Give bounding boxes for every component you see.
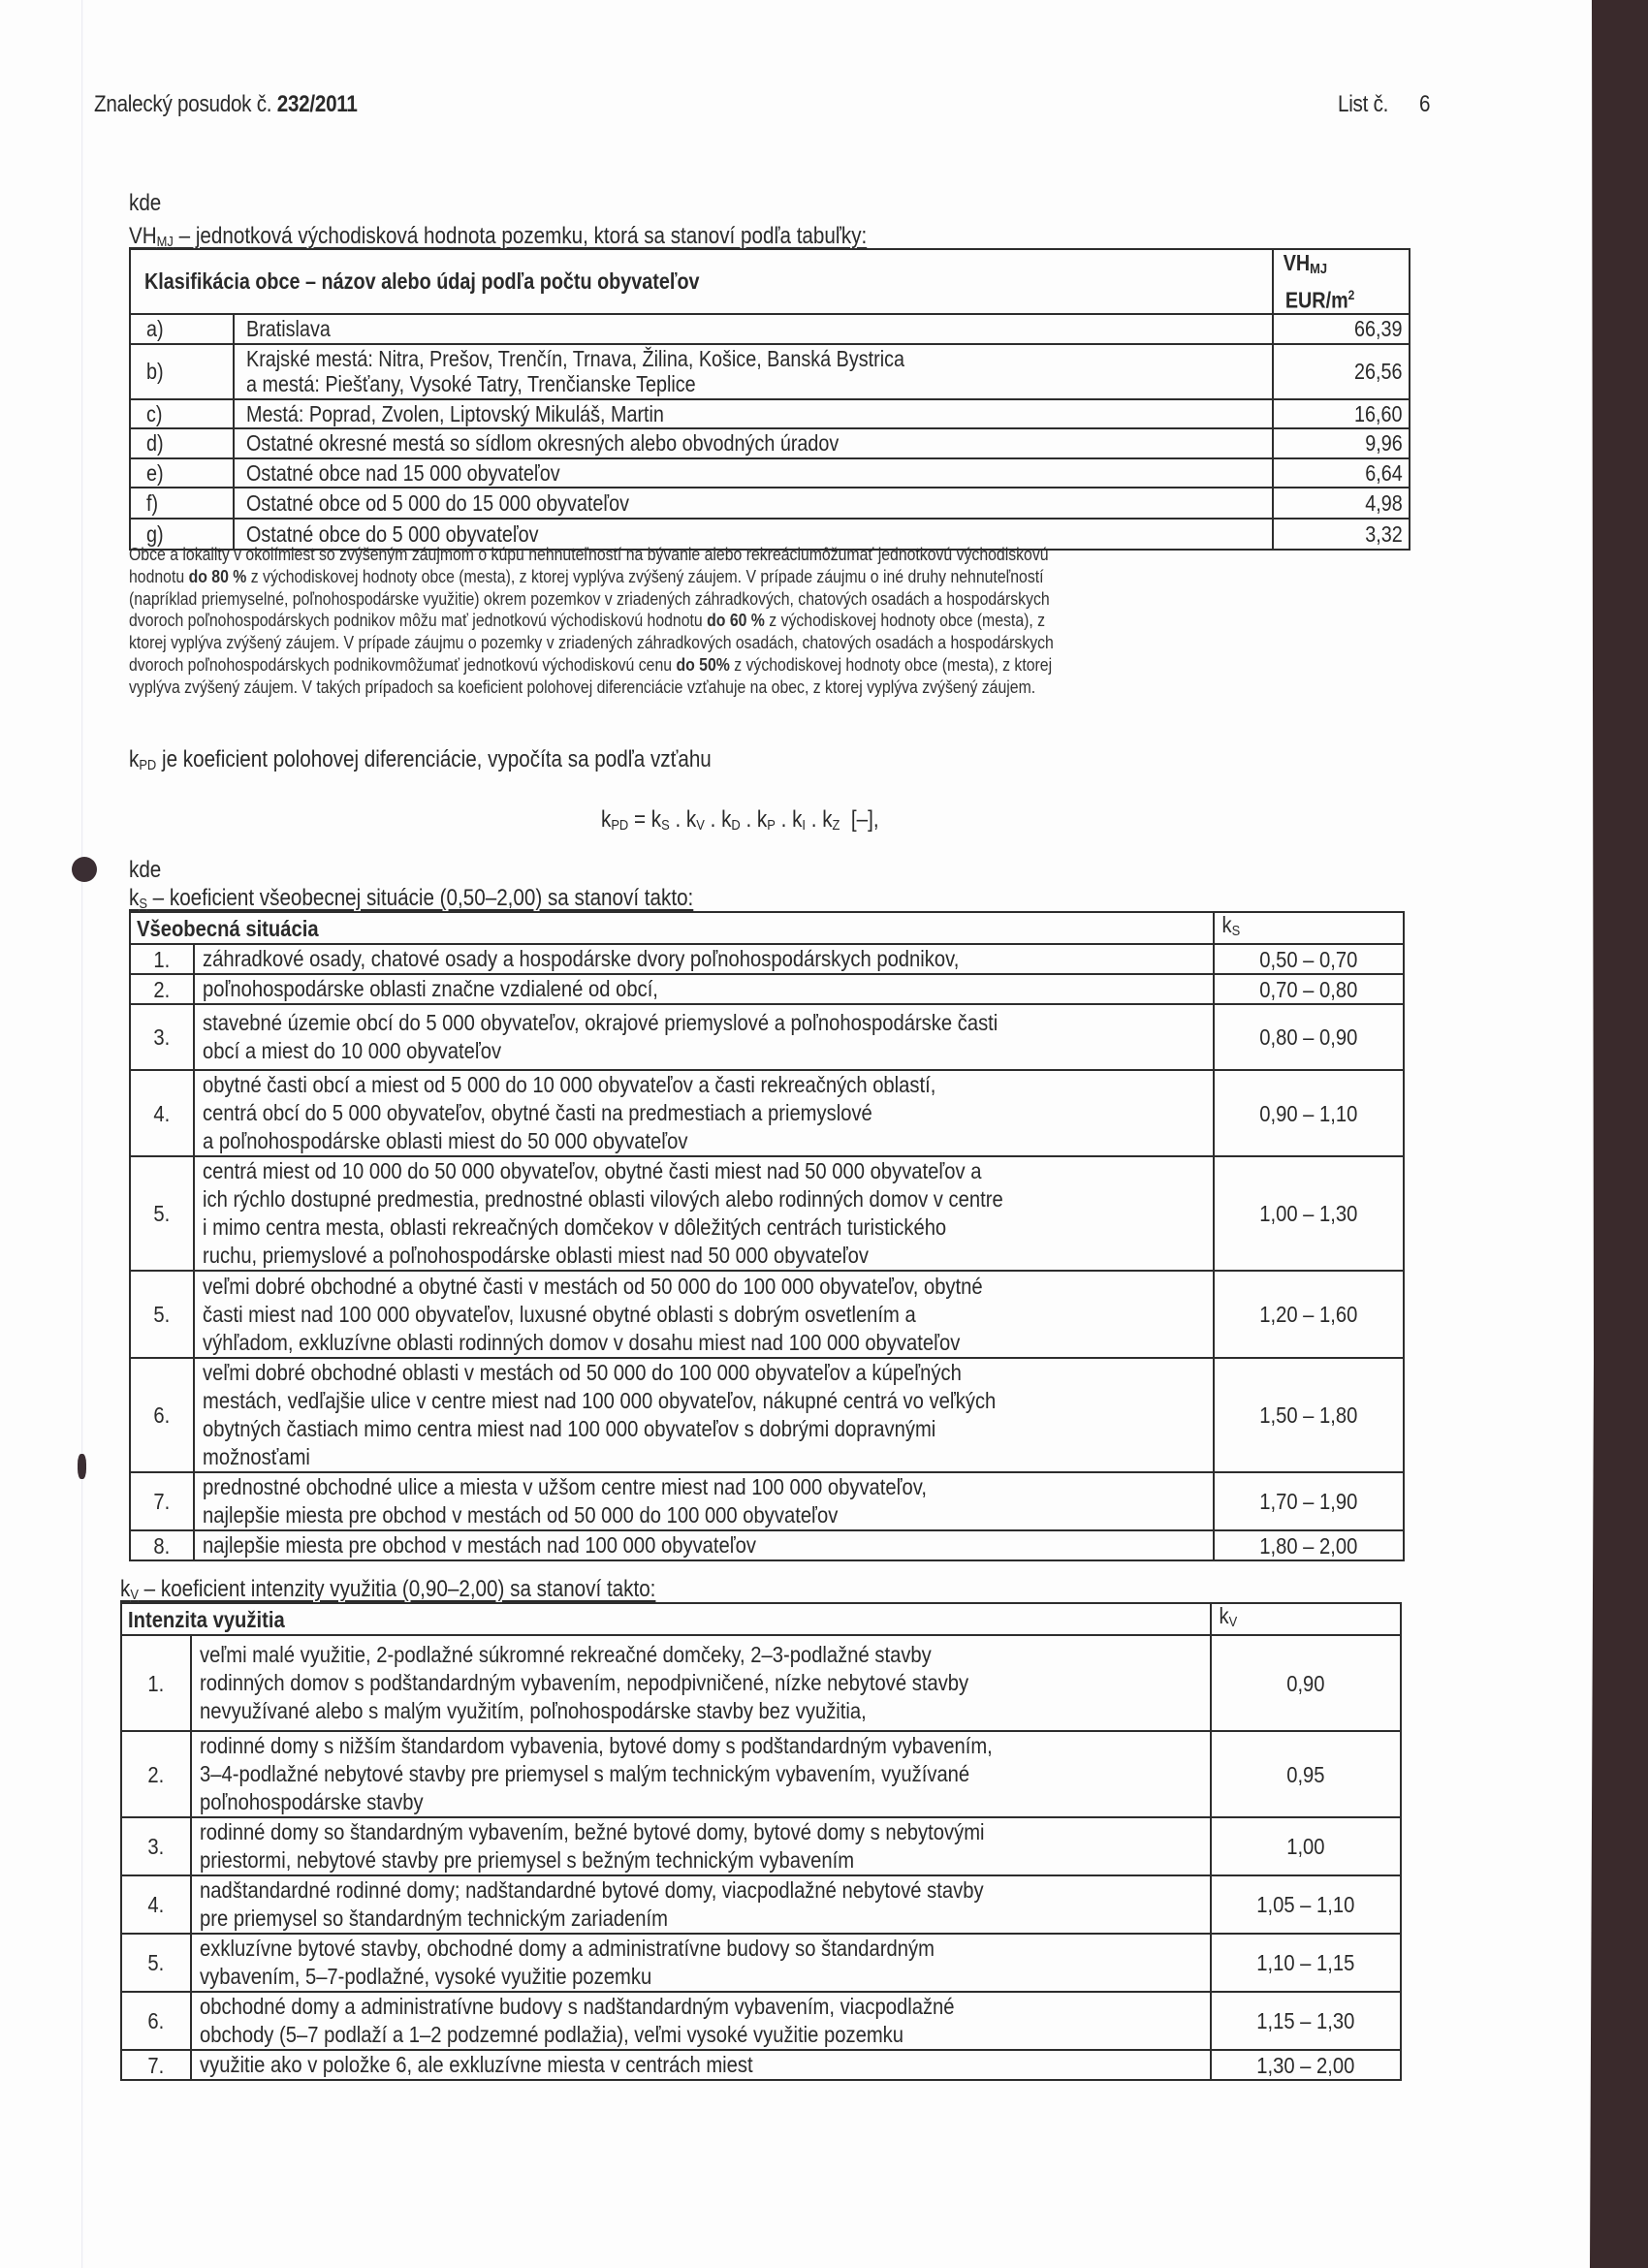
description-line: obcí a miest do 10 000 obyvateľov <box>203 1038 502 1063</box>
row-value: 9,96 <box>1273 428 1410 458</box>
formula-term: $k_P$ . <box>756 806 793 834</box>
row-value: 1,20 – 1,60 <box>1214 1271 1404 1358</box>
row-id: b) <box>130 344 234 399</box>
vhmj-definition <box>129 223 867 250</box>
description-line: obytných častiach mimo centra miest nad 100 000 obyvateľov s dobrými dopravnými <box>203 1416 936 1441</box>
table-row <box>130 1530 1404 1560</box>
punch-hole-mark-bottom <box>78 1454 86 1479</box>
row-value: 1,05 – 1,10 <box>1211 1875 1401 1934</box>
formula-term: $k_Z$ <box>822 806 840 834</box>
sheet-number: 6 <box>1419 91 1431 117</box>
row-id: 2. <box>121 1731 191 1817</box>
row-id: 7. <box>121 2050 191 2080</box>
description-line: ich rýchlo dostupné predmestia, prednostné oblasti vilových alebo rodinných domov v centre <box>203 1186 1003 1212</box>
table-row <box>121 2050 1401 2080</box>
table-row <box>130 1004 1404 1070</box>
vhmj-value-header: $VH_{MJ}$ EUR/$m^2$ <box>1273 249 1410 314</box>
row-value: 3,32 <box>1273 519 1410 550</box>
description-line: Ostatné obce do 5 000 obyvateľov <box>246 520 539 547</box>
description-line: obchodné domy a administratívne budovy s nadštandardným vybavením, viacpodlažné <box>200 1994 955 2019</box>
row-description <box>191 1875 1211 1934</box>
description-line: centrá obcí do 5 000 obyvateľov, obytné časti na predmestiach a priemyslové <box>203 1100 872 1125</box>
row-description <box>234 488 1273 519</box>
row-description <box>191 1731 1211 1817</box>
formula-term: $k_S$ . <box>650 806 686 834</box>
row-description <box>191 1635 1211 1731</box>
table-row <box>130 314 1410 344</box>
row-id: 2. <box>130 974 194 1004</box>
running-header-right <box>1338 91 1388 118</box>
vh-subscript: MJ <box>156 234 174 250</box>
description-line: Ostatné obce od 5 000 do 15 000 obyvateľov <box>246 489 630 516</box>
row-description <box>194 1472 1214 1530</box>
document-label: Znalecký posudok č. <box>94 91 272 117</box>
table-row <box>130 399 1410 428</box>
punch-hole-mark-top <box>72 857 97 882</box>
description-line: Ostatné okresné mestá so sídlom okresných alebo obvodných úradov <box>246 430 840 457</box>
vhmj-table <box>129 248 1410 551</box>
row-id: e) <box>130 458 234 488</box>
row-value: 1,10 – 1,15 <box>1211 1934 1401 1992</box>
table-row <box>130 1156 1404 1271</box>
kde-label-2: kde <box>129 857 162 883</box>
table-row <box>130 1070 1404 1156</box>
description-line: časti miest nad 100 000 obyvateľov, luxusné obytné oblasti s dobrým osvetlením a <box>203 1301 916 1327</box>
row-description <box>194 1530 1214 1560</box>
description-line: využitie ako v položke 6, ale exkluzívne miesta v centrách miest <box>200 2052 753 2077</box>
ks-definition: $k_S$ – koeficient všeobecnej situácie (0,50–2,00) sa stanoví takto: <box>129 885 694 912</box>
description-line: Ostatné obce nad 15 000 obyvateľov <box>246 459 560 486</box>
row-value: 0,90 <box>1211 1635 1401 1731</box>
row-id: 5. <box>121 1934 191 1992</box>
description-line: najlepšie miesta pre obchod v mestách od 50 000 do 100 000 obyvateľov <box>203 1502 839 1528</box>
formula-term: $k_D$ . <box>721 806 757 834</box>
description-line: rodinných domov s podštandardným vybavením, nepodpivničené, nízke nebytové stavby <box>200 1670 969 1695</box>
row-value: 0,90 – 1,10 <box>1214 1070 1404 1156</box>
table-header-row <box>130 912 1404 944</box>
row-value: 1,15 – 1,30 <box>1211 1992 1401 2050</box>
row-value: 0,70 – 0,80 <box>1214 974 1404 1004</box>
kv-definition: $k_V$ – koeficient intenzity využitia (0,90–2,00) sa stanoví takto: <box>120 1576 656 1603</box>
table-row <box>130 488 1410 519</box>
row-id: d) <box>130 428 234 458</box>
row-value: 0,95 <box>1211 1731 1401 1817</box>
description-line: Bratislava <box>246 316 331 342</box>
row-id: 6. <box>130 1358 194 1472</box>
row-id: 1. <box>130 944 194 974</box>
row-value: 1,30 – 2,00 <box>1211 2050 1401 2080</box>
description-line: veľmi dobré obchodné a obytné časti v mestách od 50 000 do 100 000 obyvateľov, obytné <box>203 1273 983 1299</box>
description-line: najlepšie miesta pre obchod v mestách nad 100 000 obyvateľov <box>203 1532 757 1558</box>
vh-definition-text: – jednotková východisková hodnota pozemku, ktorá sa stanoví podľa tabuľky: <box>173 223 868 249</box>
table-row <box>130 944 1404 974</box>
row-value: 1,00 – 1,30 <box>1214 1156 1404 1271</box>
description-line: výhľadom, exkluzívne oblasti rodinných domov v dosahu miest nad 100 000 obyvateľov <box>203 1329 961 1355</box>
description-line: 3–4-podlažné nebytové stavby pre priemysel s malým technickým vybavením, využívané <box>200 1761 970 1786</box>
description-line: ruchu, priemyslové a poľnohospodárske oblasti miest nad 50 000 obyvateľov <box>203 1243 869 1268</box>
table-row <box>130 1472 1404 1530</box>
kv-table <box>120 1602 1402 2081</box>
row-description <box>191 1934 1211 1992</box>
row-description <box>234 458 1273 488</box>
ks-value-header: $k_S$ <box>1214 912 1404 944</box>
note-line: hodnotu do 80 % z východiskovej hodnoty obce (mesta), z ktorej vyplýva zvýšený záujem. V prípade záujmu o iné druhy nehnuteľností <box>129 565 1044 586</box>
row-id: 3. <box>121 1817 191 1875</box>
row-description <box>191 1992 1211 2050</box>
kpd-intro: $k_{PD}$ je koeficient polohovej diferenciácie, vypočíta sa podľa vzťahu <box>129 746 712 773</box>
row-description <box>194 974 1214 1004</box>
description-line: prednostné obchodné ulice a miesta v užšom centre miest nad 100 000 obyvateľov, <box>203 1474 928 1499</box>
description-line: centrá miest od 10 000 do 50 000 obyvateľov, obytné časti miest nad 50 000 obyvateľov a <box>203 1158 982 1183</box>
table-row <box>130 344 1410 399</box>
description-line: obchody (5–7 podlaží a 1–2 podzemné podlažia), veľmi vysoké využitie pozemku <box>200 2022 904 2047</box>
row-value: 16,60 <box>1273 399 1410 428</box>
usage-intensity-header: Intenzita využitia <box>121 1603 1211 1635</box>
table-row <box>121 1934 1401 1992</box>
table-row <box>130 974 1404 1004</box>
table-row <box>130 1271 1404 1358</box>
note-line: dvoroch poľnohospodárskych podnikovmôžumať jednotkovú východiskovú cenu do 50% z východiskovej hodnoty obce (mesta), z ktorej <box>129 653 1053 675</box>
row-description <box>234 428 1273 458</box>
row-description <box>234 344 1273 399</box>
description-line: Krajské mestá: Nitra, Prešov, Trenčín, Trnava, Žilina, Košice, Banská Bystrica <box>246 346 904 372</box>
description-line: rodinné domy s nižším štandardom vybavenia, bytové domy s podštandardným vybavením, <box>200 1733 993 1758</box>
general-situation-header: Všeobecná situácia <box>130 912 1214 944</box>
sheet-label: List č. <box>1338 91 1389 117</box>
table-header-row <box>130 249 1410 314</box>
formula-term: $k_I$ . <box>792 806 823 834</box>
row-description <box>191 1817 1211 1875</box>
kv-value-header: $k_V$ <box>1211 1603 1401 1635</box>
row-description <box>194 1070 1214 1156</box>
row-id: 5. <box>130 1156 194 1271</box>
kpd-formula: $k_{PD} = k_S$ . $k_V$ . $k_D$ . $k_P$ . $k_I$ . $k_Z$ [–], <box>601 806 879 834</box>
row-id: f) <box>130 488 234 519</box>
row-id: 1. <box>121 1635 191 1731</box>
description-line: Mestá: Poprad, Zvolen, Liptovský Mikuláš, Martin <box>246 400 664 426</box>
description-line: i mimo centra mesta, oblasti rekreačných domčekov v dôležitých centrách turistického <box>203 1214 947 1240</box>
description-line: obytné časti obcí a miest od 5 000 do 10 000 obyvateľov a časti rekreačných oblastí, <box>203 1072 936 1097</box>
row-value: 1,50 – 1,80 <box>1214 1358 1404 1472</box>
description-line: a mestá: Piešťany, Vysoké Tatry, Trenčianske Teplice <box>246 371 696 397</box>
description-line: a poľnohospodárske oblasti miest do 50 000 obyvateľov <box>203 1128 688 1153</box>
row-value: 0,80 – 0,90 <box>1214 1004 1404 1070</box>
note-line: (napríklad priemyselné, poľnohospodárske využitie) okrem pozemkov v zriadených záhradkových, chatových osadách a hospodárskych <box>129 587 1050 609</box>
description-line: veľmi dobré obchodné oblasti v mestách od 50 000 do 100 000 obyvateľov a kúpeľných <box>203 1360 962 1385</box>
description-line: pre priemysel so štandardným technickým zariadením <box>200 1906 668 1931</box>
document-number: 232/2011 <box>276 91 358 117</box>
table-row <box>130 458 1410 488</box>
row-description <box>194 1358 1214 1472</box>
table-row <box>130 1358 1404 1472</box>
running-header-left <box>94 91 358 118</box>
description-line: záhradkové osady, chatové osady a hospodárske dvory poľnohospodárskych podnikov, <box>203 946 960 971</box>
classification-header: Klasifikácia obce – názov alebo údaj podľa počtu obyvateľov <box>130 249 1273 314</box>
row-id: 7. <box>130 1472 194 1530</box>
row-value: 66,39 <box>1273 314 1410 344</box>
ks-table <box>129 911 1405 1561</box>
description-line: stavebné územie obcí do 5 000 obyvateľov, okrajové priemyslové a poľnohospodárske časti <box>203 1010 998 1035</box>
note-line: dvoroch poľnohospodárskych podnikov môžu mať jednotkovú východiskovú hodnotu do 60 % z východiskovej hodnoty obce (mesta), z <box>129 610 1046 631</box>
description-line: vybavením, 5–7-podlažné, vysoké využitie pozemku <box>200 1964 652 1989</box>
row-description <box>194 1156 1214 1271</box>
kde-label-1: kde <box>129 190 162 216</box>
row-id: 4. <box>130 1070 194 1156</box>
row-value: 4,98 <box>1273 488 1410 519</box>
row-id: g) <box>130 519 234 550</box>
row-description <box>234 399 1273 428</box>
scanner-background-edge <box>1590 0 1648 2268</box>
row-description <box>194 1271 1214 1358</box>
row-description <box>234 314 1273 344</box>
row-description <box>194 944 1214 974</box>
note-line: vyplýva zvýšený záujem. V takých prípadoch sa koeficient polohovej diferenciácie vzťahuje na obec, z ktorej vyplýva zvýšený záujem. <box>129 676 1036 697</box>
row-value: 0,50 – 0,70 <box>1214 944 1404 974</box>
description-line: exkluzívne bytové stavby, obchodné domy a administratívne budovy so štandardným <box>200 1936 935 1961</box>
description-line: možnosťami <box>203 1444 310 1469</box>
description-line: poľnohospodárske stavby <box>200 1789 424 1814</box>
note-line: ktorej vyplýva zvýšený záujem. V prípade záujmu o pozemky v zriadených záhradkových osadách, chatových osadách a hospodárskych <box>129 632 1054 653</box>
row-id: 6. <box>121 1992 191 2050</box>
row-id: 3. <box>130 1004 194 1070</box>
row-id: c) <box>130 399 234 428</box>
row-id: 8. <box>130 1530 194 1560</box>
formula-term: $k_V$ . <box>685 806 722 834</box>
table-row <box>121 1731 1401 1817</box>
row-value: 1,70 – 1,90 <box>1214 1472 1404 1530</box>
note-line: Obce a lokality v okolímiest so zvýšeným záujmom o kúpu nehnuteľností na bývanie alebo rekreáciumôžumať jednotkovú východiskovú <box>129 544 1049 564</box>
vh-symbol: VH <box>129 223 157 249</box>
row-value: 1,80 – 2,00 <box>1214 1530 1404 1560</box>
row-description <box>194 1004 1214 1070</box>
description-line: mestách, vedľajšie ulice v centre miest nad 100 000 obyvateľov, nákupné centrá vo veľkých <box>203 1388 997 1413</box>
table-row <box>130 428 1410 458</box>
table-row <box>121 1635 1401 1731</box>
description-line: nevyužívané alebo s malým využitím, poľnohospodárske stavby bez využitia, <box>200 1698 867 1723</box>
row-value: 26,56 <box>1273 344 1410 399</box>
row-id: a) <box>130 314 234 344</box>
description-line: priestormi, nebytové stavby pre priemysel s bežným technickým vybavením <box>200 1847 855 1873</box>
description-line: nadštandardné rodinné domy; nadštandardné bytové domy, viacpodlažné nebytové stavby <box>200 1877 984 1903</box>
table-header-row <box>121 1603 1401 1635</box>
table-row <box>121 1875 1401 1934</box>
row-id: 4. <box>121 1875 191 1934</box>
page-fold-line <box>81 0 83 2268</box>
row-id: 5. <box>130 1271 194 1358</box>
description-line: veľmi malé využitie, 2-podlažné súkromné rekreačné domčeky, 2–3-podlažné stavby <box>200 1642 932 1667</box>
table-row <box>121 1817 1401 1875</box>
description-line: rodinné domy so štandardným vybavením, bežné bytové domy, bytové domy s nebytovými <box>200 1819 985 1844</box>
row-value: 6,64 <box>1273 458 1410 488</box>
row-description <box>191 2050 1211 2080</box>
municipality-note <box>129 544 1428 699</box>
table-row <box>121 1992 1401 2050</box>
description-line: poľnohospodárske oblasti značne vzdialené od obcí, <box>203 976 658 1001</box>
row-value: 1,00 <box>1211 1817 1401 1875</box>
